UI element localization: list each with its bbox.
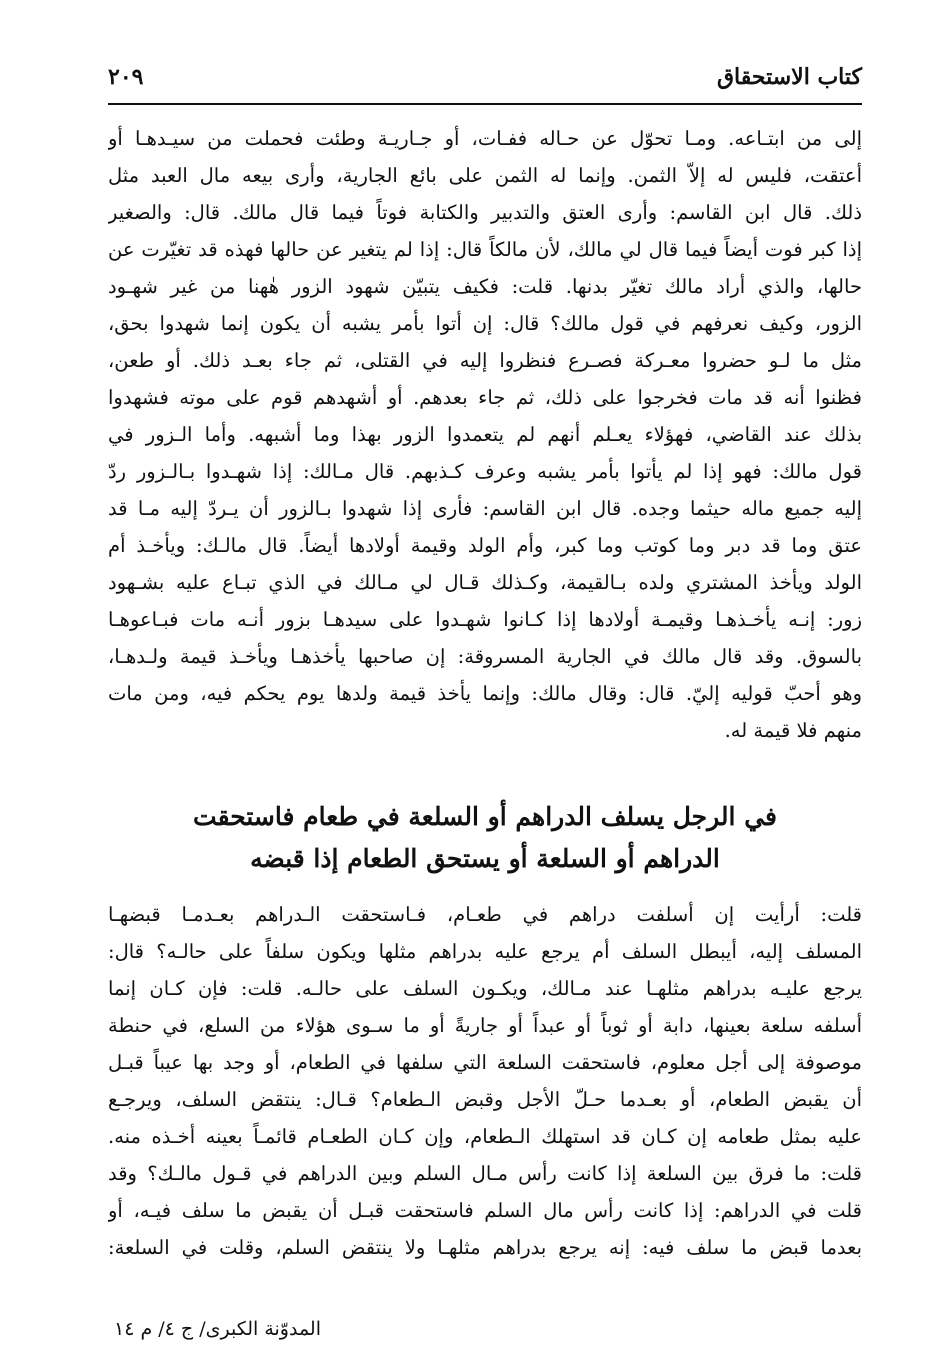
text-line: بعدما قبض ما سلف فيه: إنه يرجع بدراهم مثلهـا ولا ينتقض السلم، وقلت في السلعة:	[108, 1236, 862, 1259]
text-line: قلت: ما فرق بين السلعة إذا كانت رأس مـال السلم وبين الدراهم في قـول مالـك؟ وقد	[108, 1162, 862, 1185]
running-title: كتاب الاستحقاق	[716, 64, 862, 90]
text-line: موصوفة إلى أجل معلوم، فاستحقت السلعة التي سلفها في الطعام، أو وجد بها عيباً قبـل	[108, 1051, 862, 1074]
text-line: بذلك عند القاضي، فهؤلاء يعـلم أنهم لم يتعمدوا الزور بهذا وما أشبهه. وأما الـزور في	[108, 423, 862, 446]
text-line: قول مالك: فهو إذا لم يأتوا بأمر يشبه وعرف كـذبهم. قال مـالك: إذا شهـدوا بـالـزور ردّ	[108, 460, 862, 483]
chapter-heading	[108, 796, 862, 880]
text-line: ذلك. قال ابن القاسم: وأرى العتق والتدبير والكتابة فوتاً فيما قال مالك. قال: والصغير	[108, 201, 862, 224]
text-line: إليه جميع ماله حيثما وجده. قال ابن القاسم: فأرى إذا شهدوا بـالزور أن يـردّ إليه مـا قد	[108, 497, 862, 520]
text-line: الولد ويأخذ المشتري ولده بـالقيمة، وكـذلك قـال لي مـالك في الذي تبـاع عليه بشـهود	[108, 571, 862, 594]
text-line: عليه بمثل طعامه إن كـان قد استهلك الـطعام، وإن كـان الطعـام قائمـاً بعينه أخـذه منه.	[108, 1125, 862, 1148]
text-line: حالها، والذي أراد مالك تغيّر بدنها. قلت: فكيف يتبيّن شهود الزور هٰهنا من غير شهـود	[108, 275, 862, 298]
section-one-text	[108, 120, 862, 749]
text-line: إذا كبر فوت أيضاً فيما قال لي مالك، لأن مالكاً قال: إذا لم يتغير عن حالها فهذه قد تغيّرت عن	[108, 238, 862, 261]
footer-signature: المدوّنة الكبرى/ ج ٤/ م ١٤	[114, 1318, 321, 1340]
header-rule	[108, 103, 862, 105]
text-line: بالسوق. وقد قال مالك في الجارية المسروقة: إن صاحبها يأخذهـا ويأخـذ قيمة ولـدهـا،	[108, 645, 862, 668]
text-line: المسلف إليه، أيبطل السلف أم يرجع عليه بدراهم مثلها ويكون سلفاً على حالـه؟ قال:	[108, 940, 862, 963]
text-line: أسلفه سلعة بعينها، دابة أو ثوباً أو عبداً أو جاريةً أو ما سـوى هؤلاء من السلع، في حنطة	[108, 1014, 862, 1037]
text-line: يرجع عليـه بدراهم مثلهـا عند مـالك، ويكـون السلف على حالـه. قلت: فإن كـان إنما	[108, 977, 862, 1000]
text-line: وهو أحبّ قوليه إليّ. قال: وقال مالك: وإنما يأخذ قيمة ولدها يوم يحكم فيه، ومن مات	[108, 682, 862, 705]
heading-line: الدراهم أو السلعة أو يستحق الطعام إذا قبضه	[250, 844, 720, 873]
heading-line: في الرجل يسلف الدراهم أو السلعة في طعام فاستحقت	[193, 802, 777, 831]
page-number: ٢٠٩	[108, 64, 144, 90]
text-line: إلى من ابتـاعه. ومـا تحوّل عن حـاله ففـات، أو جـاريـة وطئت فحملت من سيـدهـا أو	[108, 127, 862, 150]
text-line: عتق وما قد دبر وما كوتب وما كبر، وأم الولد وقيمة أولادها أيضاً. قال مالـك: ويأخـذ أم	[108, 534, 862, 557]
text-line: فظنوا أنه قد مات فخرجوا على ذلك، ثم جاء بعدهم. أو أشهدهم قوم على موته فشهدوا	[108, 386, 862, 409]
text-line: منهم فلا قيمة له.	[724, 719, 862, 742]
text-line: قلت في الدراهم: إذا كانت رأس مال السلم فاستحقت قبـل أن يقبض ما سلف فيـه، أو	[108, 1199, 862, 1222]
text-line: الزور، وكيف نعرفهم في قول مالك؟ قال: إن أتوا بأمر يشبه أن يكون إنما شهدوا بحق،	[108, 312, 862, 335]
text-line: زور: إنـه يأخـذهـا وقيمـة أولادها إذا كـانوا شهـدوا على سيدهـا بزور أنـه مات فبـاعوهـا	[108, 608, 862, 631]
text-line: أعتقت، فليس له إلاّ الثمن. وإنما له الثمن على بائع الجارية، وأرى بيعه مال العبد مثل	[108, 164, 862, 187]
text-line: أن يقبض الطعام، أو بعـدما حـلّ الأجل وقبض الـطعام؟ قـال: ينتقض السلف، ويرجـع	[108, 1088, 862, 1111]
text-line: مثل ما لـو حضروا معـركة فصـرع فنظروا إليه في القتلى، ثم جاء بعـد ذلك. أو طعن،	[108, 349, 862, 372]
section-two-text	[108, 896, 862, 1266]
text-line: قلت: أرأيت إن أسلفت دراهم في طعـام، فـاستحقت الـدراهم بعـدمـا قبضهـا	[108, 903, 862, 926]
page-header	[108, 60, 862, 100]
